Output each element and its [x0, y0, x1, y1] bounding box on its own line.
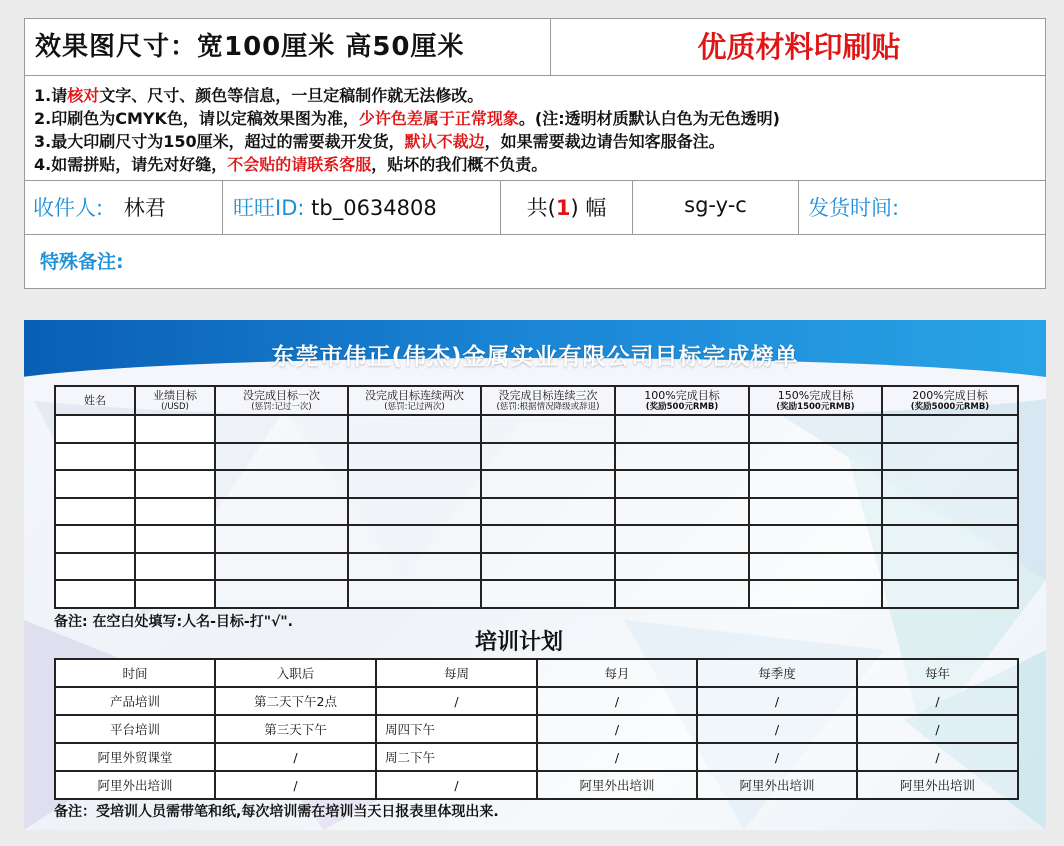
goal-empty-cell — [55, 525, 135, 553]
training-cell: 平台培训 — [55, 715, 215, 743]
goal-empty-cell — [882, 525, 1018, 553]
training-cell: 周二下午 — [376, 743, 537, 771]
quantity-value: 1 — [555, 196, 571, 220]
goal-empty-cell — [481, 498, 615, 526]
training-header-cell: 时间 — [55, 659, 215, 687]
goal-empty-cell — [348, 415, 481, 443]
training-table — [54, 658, 1019, 800]
poster-title: 东莞市伟正(伟杰)金属实业有限公司目标完成榜单 — [271, 344, 799, 370]
training-row — [55, 687, 1018, 715]
quantity-field: 共(1) 幅 — [501, 181, 633, 235]
goal-empty-cell — [135, 470, 215, 498]
goal-empty-cell — [215, 443, 348, 471]
training-cell: / — [537, 743, 697, 771]
training-row — [55, 771, 1018, 799]
goal-empty-cell — [135, 498, 215, 526]
goal-table-row — [55, 415, 1018, 443]
goal-empty-cell — [215, 470, 348, 498]
goal-empty-cell — [55, 470, 135, 498]
goal-empty-cell — [615, 498, 749, 526]
training-cell: 阿里外出培训 — [857, 771, 1018, 799]
goal-empty-cell — [749, 470, 882, 498]
note-line: 3.最大印刷尺寸为150厘米，超过的需要裁开发货，默认不裁边，如果需要裁边请告知客服备注。 — [34, 132, 725, 151]
goal-empty-cell — [615, 525, 749, 553]
goal-empty-cell — [215, 553, 348, 581]
recipient-label: 收件人: — [33, 196, 104, 220]
goal-empty-cell — [615, 415, 749, 443]
training-cell: 第三天下午 — [215, 715, 376, 743]
goal-header-cell: 没完成目标一次 (惩罚:记过一次) — [215, 386, 348, 415]
goal-empty-cell — [55, 415, 135, 443]
training-cell: 周四下午 — [376, 715, 537, 743]
goal-empty-cell — [481, 580, 615, 608]
note-line: 2.印刷色为CMYK色，请以定稿效果图为准，少许色差属于正常现象。(注:透明材质默认白色为无色透明) — [34, 109, 780, 128]
goal-empty-cell — [348, 525, 481, 553]
goal-empty-cell — [55, 553, 135, 581]
goal-empty-cell — [749, 525, 882, 553]
goal-header-cell: 150%完成目标 (奖励1500元RMB) — [749, 386, 882, 415]
goal-empty-cell — [882, 470, 1018, 498]
goal-empty-cell — [215, 580, 348, 608]
goal-empty-cell — [55, 443, 135, 471]
header-row — [25, 19, 1045, 76]
goal-empty-cell — [481, 525, 615, 553]
training-title: 培训计划 — [474, 630, 563, 655]
goal-empty-cell — [55, 498, 135, 526]
goal-empty-cell — [348, 498, 481, 526]
goal-empty-cell — [481, 415, 615, 443]
recipient-field — [25, 181, 223, 235]
goal-table — [54, 385, 1019, 609]
goal-table-row — [55, 525, 1018, 553]
recipient-value: 林君 — [123, 196, 166, 220]
goal-header-cell: 100%完成目标 (奖励500元RMB) — [615, 386, 749, 415]
goal-empty-cell — [215, 415, 348, 443]
brand-title: 优质材料印刷贴 — [697, 30, 901, 64]
training-cell: / — [857, 743, 1018, 771]
training-cell: 阿里外出培训 — [537, 771, 697, 799]
order-detail-row — [25, 181, 1045, 235]
training-cell: / — [697, 743, 857, 771]
training-cell: 阿里外贸课堂 — [55, 743, 215, 771]
goal-header-cell: 姓名 — [55, 386, 135, 415]
training-cell: 阿里外出培训 — [697, 771, 857, 799]
goal-empty-cell — [135, 443, 215, 471]
goal-empty-cell — [135, 525, 215, 553]
wangwang-label: 旺旺ID: — [233, 196, 305, 220]
goal-table-row — [55, 498, 1018, 526]
goal-empty-cell — [348, 443, 481, 471]
training-cell: / — [697, 715, 857, 743]
training-cell: / — [376, 687, 537, 715]
goal-header-cell: 业绩目标 (/USD) — [135, 386, 215, 415]
goal-table-row — [55, 470, 1018, 498]
ship-time-label: 发货时间: — [808, 196, 900, 220]
goal-empty-cell — [882, 580, 1018, 608]
goal-empty-cell — [215, 525, 348, 553]
training-cell: / — [537, 687, 697, 715]
goal-empty-cell — [749, 580, 882, 608]
training-header-row — [55, 659, 1018, 687]
goal-empty-cell — [135, 580, 215, 608]
goal-table-header — [55, 386, 1018, 415]
training-row — [55, 743, 1018, 771]
goal-empty-cell — [882, 553, 1018, 581]
training-cell: / — [376, 771, 537, 799]
order-info-card — [24, 18, 1046, 289]
goal-empty-cell — [615, 443, 749, 471]
goal-empty-cell — [55, 580, 135, 608]
goal-empty-cell — [749, 415, 882, 443]
wangwang-field — [223, 181, 501, 235]
goal-empty-cell — [135, 553, 215, 581]
goal-empty-cell — [135, 415, 215, 443]
goal-remark: 备注: 在空白处填写:人名-目标-打"√". — [54, 614, 293, 630]
training-cell: 阿里外出培训 — [55, 771, 215, 799]
goal-empty-cell — [749, 553, 882, 581]
goal-header-cell: 200%完成目标 (奖励5000元RMB) — [882, 386, 1018, 415]
goal-empty-cell — [749, 498, 882, 526]
training-header-cell: 每月 — [537, 659, 697, 687]
goal-empty-cell — [481, 443, 615, 471]
training-table-body — [55, 659, 1018, 799]
training-cell: / — [857, 687, 1018, 715]
goal-empty-cell — [215, 498, 348, 526]
goal-empty-cell — [481, 470, 615, 498]
goal-empty-cell — [615, 553, 749, 581]
training-header-cell: 每年 — [857, 659, 1018, 687]
training-cell: / — [537, 715, 697, 743]
training-cell: / — [857, 715, 1018, 743]
goal-empty-cell — [348, 553, 481, 581]
notes-block — [25, 76, 1045, 181]
goal-empty-cell — [882, 415, 1018, 443]
size-title: 效果图尺寸：宽100厘米 高50厘米 — [25, 19, 551, 76]
training-header-cell: 入职后 — [215, 659, 376, 687]
goal-empty-cell — [615, 580, 749, 608]
poster-artwork — [24, 320, 1046, 830]
goal-empty-cell — [615, 470, 749, 498]
training-row — [55, 715, 1018, 743]
special-note-label: 特殊备注: — [40, 251, 124, 273]
goal-empty-cell — [749, 443, 882, 471]
order-code: sg-y-c — [633, 181, 799, 235]
goal-empty-cell — [348, 580, 481, 608]
goal-header-cell: 没完成目标连续两次 (惩罚:记过两次) — [348, 386, 481, 415]
goal-empty-cell — [348, 470, 481, 498]
goal-empty-cell — [481, 553, 615, 581]
wangwang-value: tb_0634808 — [311, 196, 437, 220]
training-header-cell: 每周 — [376, 659, 537, 687]
training-remark: 备注：受培训人员需带笔和纸,每次培训需在培训当天日报表里体现出来. — [54, 804, 499, 820]
goal-table-row — [55, 580, 1018, 608]
training-cell: 第二天下午2点 — [215, 687, 376, 715]
goal-table-row — [55, 443, 1018, 471]
training-header-cell: 每季度 — [697, 659, 857, 687]
training-cell: 产品培训 — [55, 687, 215, 715]
goal-table-body — [55, 415, 1018, 608]
training-cell: / — [215, 743, 376, 771]
goal-empty-cell — [882, 498, 1018, 526]
training-cell: / — [697, 687, 857, 715]
note-line: 1.请核对文字、尺寸、颜色等信息，一旦定稿制作就无法修改。 — [34, 86, 484, 105]
goal-header-cell: 没完成目标连续三次 (惩罚:根据情况降级或辞退) — [481, 386, 615, 415]
goal-empty-cell — [882, 443, 1018, 471]
training-cell: / — [215, 771, 376, 799]
goal-table-row — [55, 553, 1018, 581]
note-line: 4.如需拼贴，请先对好缝，不会贴的请联系客服，贴坏的我们概不负责。 — [34, 155, 548, 174]
